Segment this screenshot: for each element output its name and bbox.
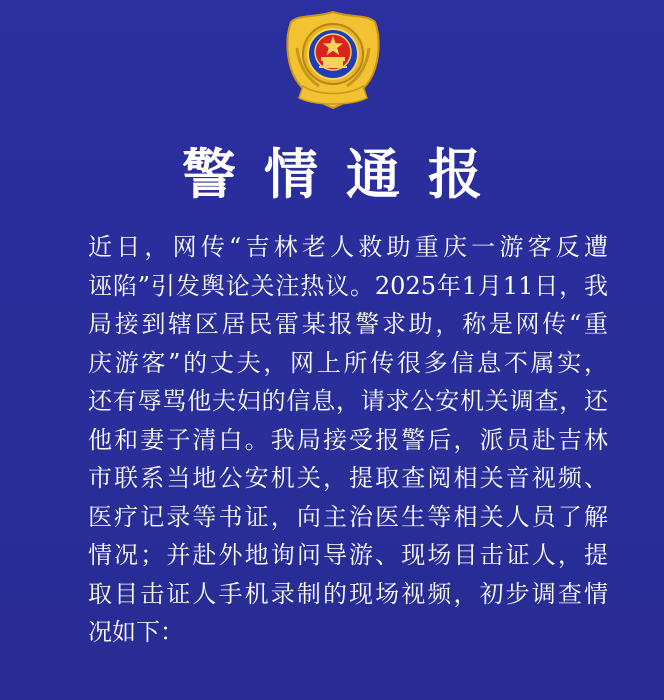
body-line: 庆游客”的丈夫，网上所传很多信息不属实， [88,348,608,377]
police-emblem-icon [281,8,385,112]
body-line: 他和妻子清白。我局接受报警后，派员赴吉林 [88,425,608,454]
body-line: 市联系当地公安机关，提取查阅相关音视频、 [88,464,608,492]
body-line: 局接到辖区居民雷某报警求助，称是网传“重 [88,310,608,338]
body-line: 还有辱骂他夫妇的信息，请求公安机关调查，还 [88,387,608,415]
body-line: 近日，网传“吉林老人救助重庆一游客反遭 [88,233,608,261]
body-line: 况如下： [88,618,184,646]
body-line: 取目击证人手机录制的现场视频，初步调查情 [88,579,608,608]
page-title: 警情通报 [182,143,510,206]
body-line: 情况；并赴外地询问导游、现场目击证人，提 [88,541,608,569]
body-line: 诬陷”引发舆论关注热议。2025年1月11日，我 [88,271,608,300]
notice-body [88,228,608,652]
body-line: 医疗记录等书证，向主治医生等相关人员了解 [88,502,608,531]
